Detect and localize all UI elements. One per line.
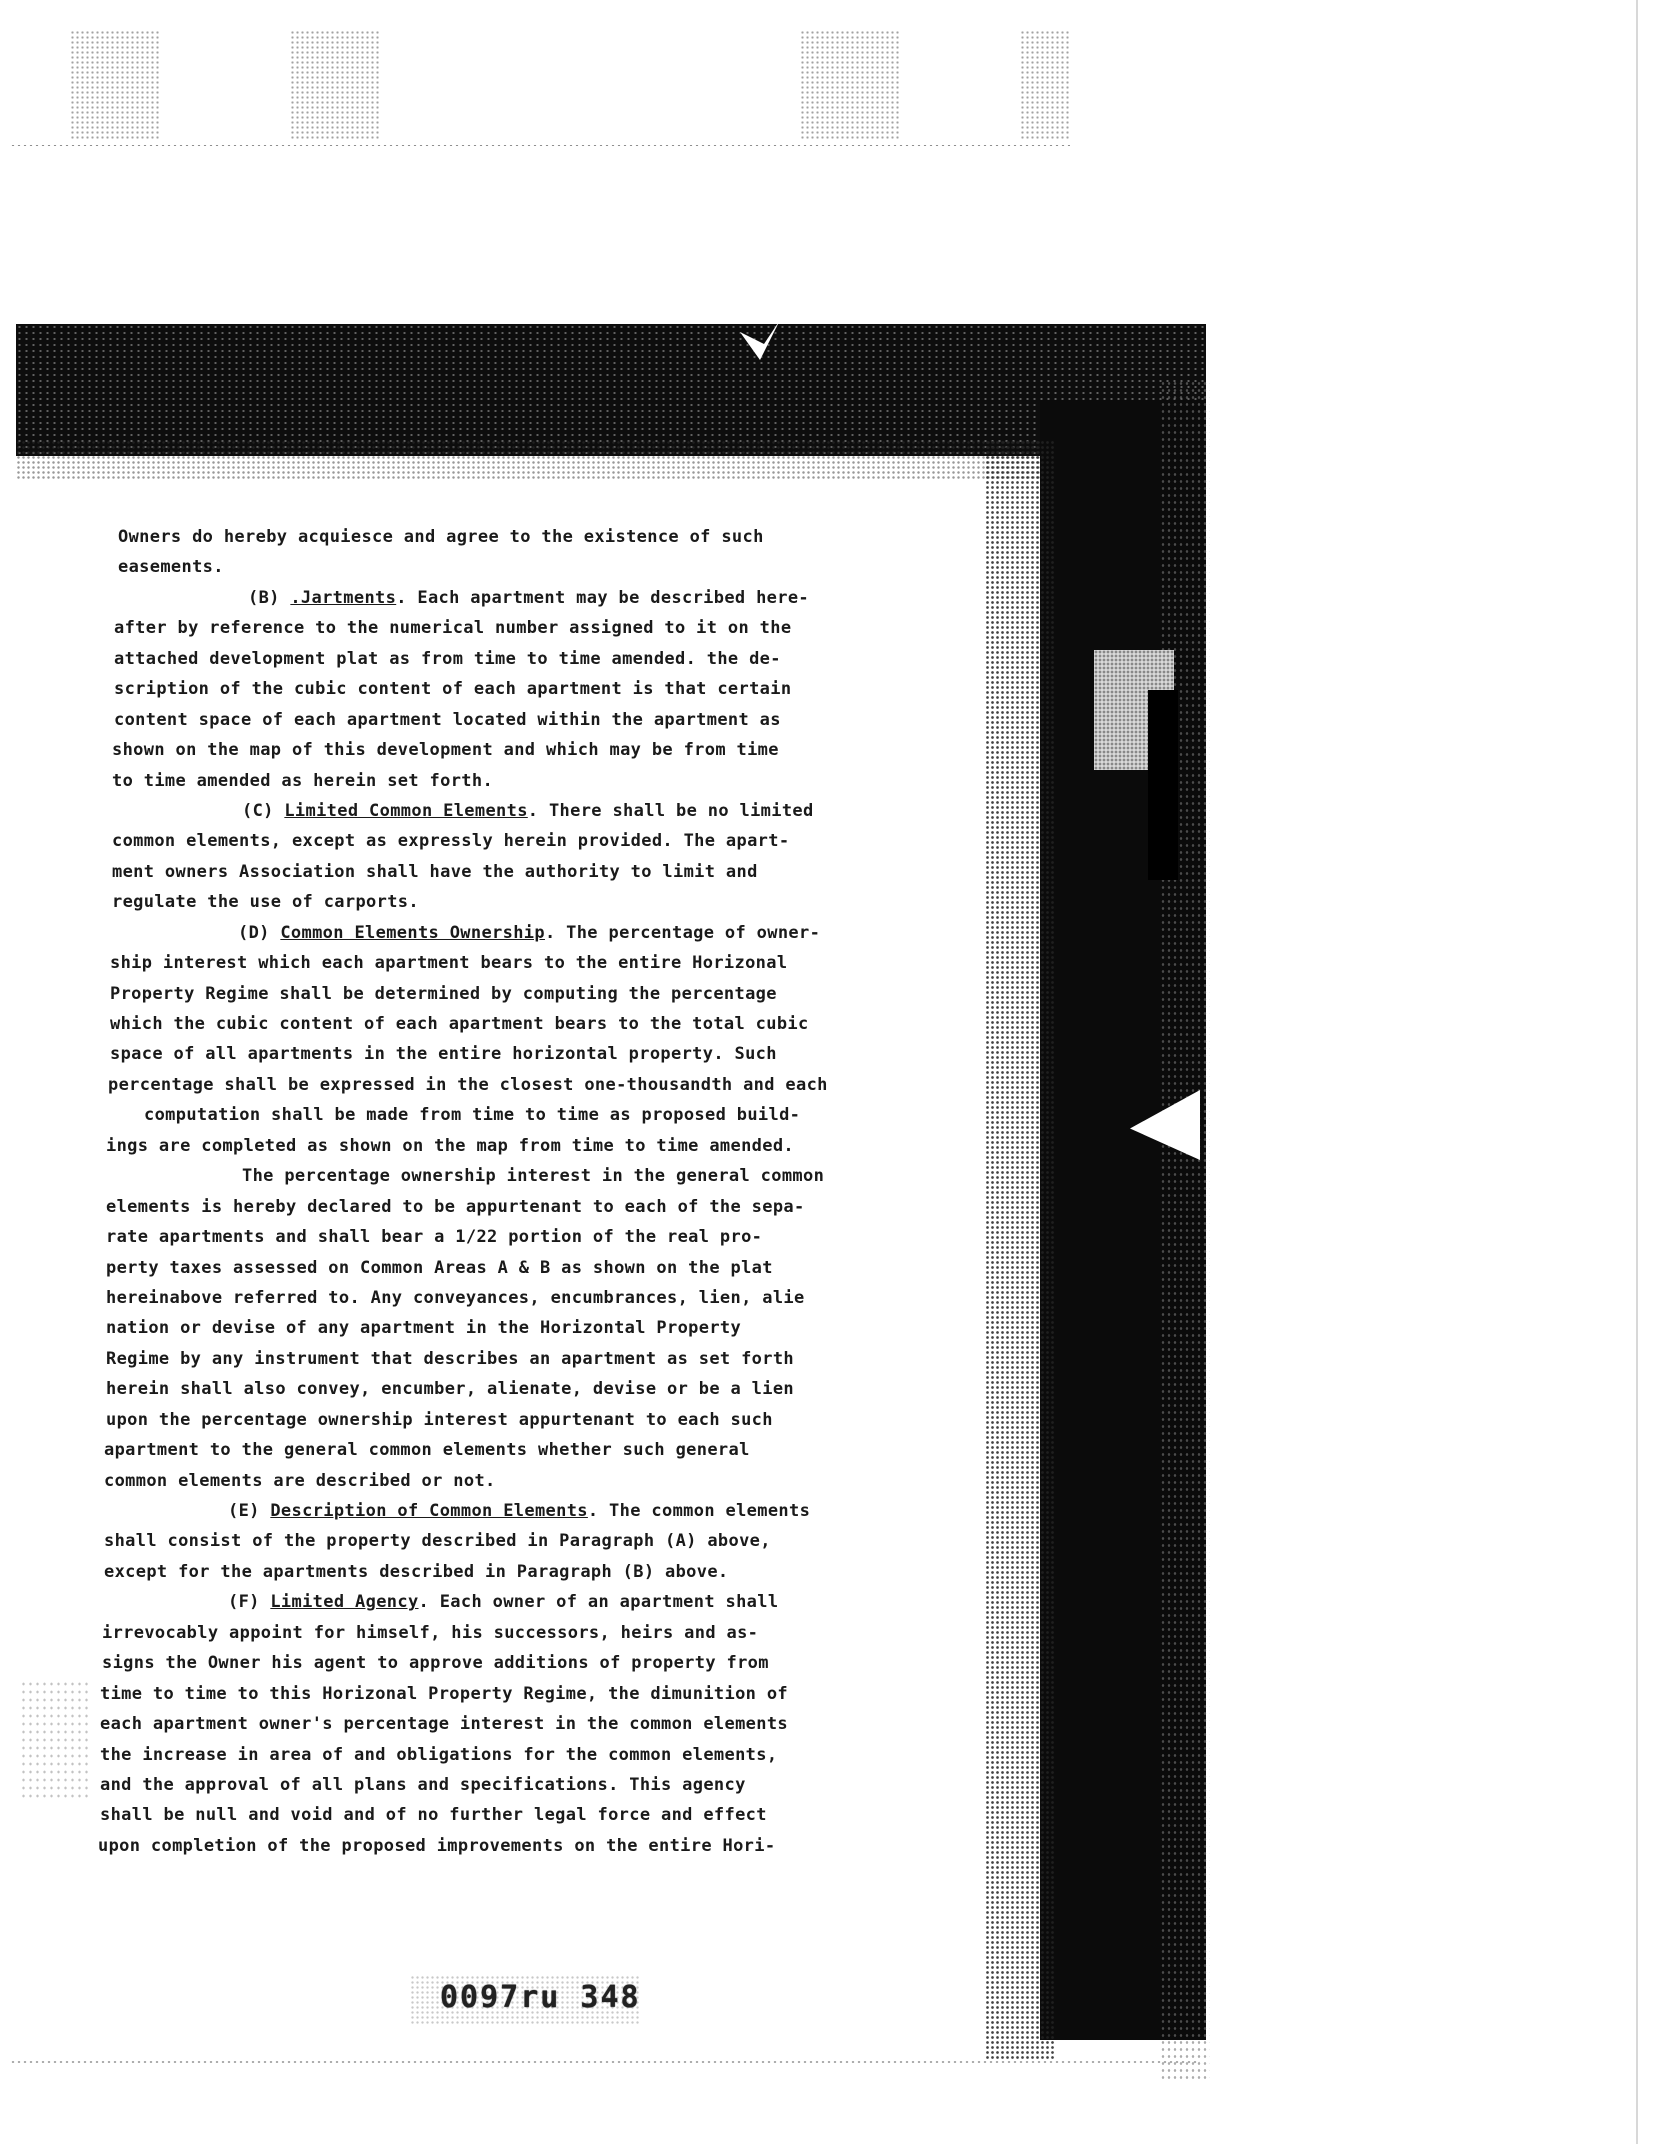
text-segment: which the cubic content of each apartment bears to the total cubic xyxy=(110,1014,809,1034)
text-segment: shown on the map of this development and which may be from time xyxy=(112,740,779,761)
text-segment: Owners do hereby acquiesce and agree to the existence of such xyxy=(118,527,764,547)
noise-block xyxy=(70,30,160,140)
text-line xyxy=(96,1100,996,1130)
text-line xyxy=(96,1039,996,1069)
text-line xyxy=(96,1709,996,1739)
text-segment: percentage shall be expressed in the closest one-thousandth and each xyxy=(108,1074,828,1095)
text-segment: nation or devise of any apartment in the Horizontal Property xyxy=(106,1318,742,1339)
text-segment: Property Regime shall be determined by computing the percentage xyxy=(110,983,777,1004)
text-segment: (F) xyxy=(228,1592,271,1613)
text-line xyxy=(96,979,996,1009)
text-line xyxy=(96,826,996,856)
text-segment: regulate the use of carports. xyxy=(112,892,419,913)
text-segment: apartment to the general common elements whether such general xyxy=(104,1440,750,1461)
text-segment: rate apartments and shall bear a 1/22 portion of the real pro- xyxy=(106,1227,763,1248)
text-line xyxy=(96,1800,996,1830)
text-line xyxy=(96,613,996,643)
text-line xyxy=(96,1435,996,1465)
text-line xyxy=(96,1831,996,1861)
text-line xyxy=(96,1618,996,1648)
text-line xyxy=(96,1648,996,1678)
section-heading: .Jartments xyxy=(290,587,397,608)
document-body xyxy=(96,522,996,1861)
text-line xyxy=(96,1313,996,1343)
text-segment: (C) xyxy=(242,800,285,821)
text-line xyxy=(96,1253,996,1283)
text-segment: shall be null and void and of no further legal force and effect xyxy=(100,1805,767,1826)
text-segment: easements. xyxy=(118,557,224,578)
text-line xyxy=(96,1526,996,1556)
dark-border-top xyxy=(16,324,1206,456)
text-segment: . There shall be no limited xyxy=(527,800,814,821)
text-line xyxy=(96,1405,996,1435)
bottom-rule xyxy=(10,2060,1200,2064)
text-line xyxy=(96,1192,996,1222)
text-segment: after by reference to the numerical number assigned to it on the xyxy=(114,618,792,639)
text-line xyxy=(96,583,996,613)
text-line xyxy=(96,766,996,796)
text-segment: perty taxes assessed on Common Areas A & B as shown on the plat xyxy=(106,1257,773,1278)
text-line xyxy=(96,1161,996,1191)
text-segment: (D) xyxy=(238,922,281,943)
text-line xyxy=(96,1009,996,1039)
noise-block xyxy=(800,30,900,140)
text-line xyxy=(96,705,996,735)
text-segment: Regime by any instrument that describes an apartment as set forth xyxy=(106,1348,795,1369)
text-line xyxy=(96,1374,996,1404)
text-segment: and the approval of all plans and specifications. This agency xyxy=(100,1774,746,1795)
page-edge-rule xyxy=(1636,0,1638,2144)
text-segment: ment owners Association shall have the authority to limit and xyxy=(112,861,758,882)
text-segment: . The percentage of owner- xyxy=(544,922,821,943)
text-line xyxy=(96,1740,996,1770)
text-segment: the increase in area of and obligations for the common elements, xyxy=(100,1744,778,1765)
text-line xyxy=(96,1679,996,1709)
text-segment: (E) xyxy=(228,1501,271,1521)
text-line xyxy=(96,1070,996,1100)
right-speckle xyxy=(1160,380,1210,2080)
text-segment: time to time to this Horizonal Property Regime, the dimunition of xyxy=(100,1683,789,1704)
text-line xyxy=(96,887,996,917)
text-segment: elements is hereby declared to be appurtenant to each of the sepa- xyxy=(106,1196,805,1217)
text-segment: upon completion of the proposed improvements on the entire Hori- xyxy=(98,1835,776,1856)
text-segment: . Each apartment may be described here- xyxy=(396,587,810,608)
text-segment: computation shall be made from time to time as proposed build- xyxy=(144,1105,801,1126)
border-top-fade xyxy=(16,440,1056,480)
section-heading: Common Elements Ownership xyxy=(280,922,545,943)
text-segment: The percentage ownership interest in the general common xyxy=(242,1166,825,1187)
text-line xyxy=(96,552,996,582)
text-line xyxy=(96,1131,996,1161)
text-segment: content space of each apartment located within the apartment as xyxy=(114,709,781,730)
text-line xyxy=(96,1496,996,1526)
text-line xyxy=(96,1587,996,1617)
section-heading: Description of Common Elements xyxy=(270,1501,588,1521)
text-segment: except for the apartments described in Paragraph (B) above. xyxy=(104,1561,729,1582)
noise-block xyxy=(290,30,380,140)
text-segment: . The common elements xyxy=(587,1501,811,1521)
left-speckle xyxy=(20,1680,90,1800)
page-number: 0097ru 348 xyxy=(440,1980,641,2015)
text-segment: herein shall also convey, encumber, alienate, devise or be a lien xyxy=(106,1379,795,1400)
text-segment: signs the Owner his agent to approve additions of property from xyxy=(102,1653,769,1674)
text-line xyxy=(96,1557,996,1587)
text-line xyxy=(96,918,996,948)
text-segment: to time amended as herein set forth. xyxy=(112,770,494,791)
text-segment: scription of the cubic content of each apartment is that certain xyxy=(114,679,792,700)
text-line xyxy=(96,857,996,887)
text-segment: hereinabove referred to. Any conveyances, encumbrances, lien, alie xyxy=(106,1287,805,1308)
noise-rule xyxy=(10,144,1070,147)
text-segment: shall consist of the property described in Paragraph (A) above, xyxy=(104,1531,771,1552)
text-segment: ship interest which each apartment bears to the entire Horizonal xyxy=(110,953,788,974)
text-line xyxy=(96,796,996,826)
text-line xyxy=(96,1222,996,1252)
text-segment: ings are completed as shown on the map from time to time amended. xyxy=(106,1135,795,1156)
text-line xyxy=(96,644,996,674)
text-segment: attached development plat as from time to time amended. the de- xyxy=(114,648,781,669)
text-segment: . Each owner of an apartment shall xyxy=(418,1592,779,1613)
text-line xyxy=(96,674,996,704)
noise-block xyxy=(1020,30,1070,140)
text-line xyxy=(96,1770,996,1800)
text-segment: irrevocably appoint for himself, his successors, heirs and as- xyxy=(102,1622,759,1643)
text-segment: (B) xyxy=(248,587,291,608)
text-segment: common elements are described or not. xyxy=(104,1470,496,1491)
margin-notch-inner xyxy=(1148,690,1178,880)
section-heading: Limited Agency xyxy=(270,1592,419,1613)
text-line xyxy=(96,735,996,765)
text-line xyxy=(96,1466,996,1496)
text-segment: common elements, except as expressly herein provided. The apart- xyxy=(112,831,790,852)
text-segment: each apartment owner's percentage interest in the common elements xyxy=(100,1714,789,1735)
text-segment: space of all apartments in the entire horizontal property. Such xyxy=(110,1044,777,1065)
text-line xyxy=(96,522,996,552)
text-line xyxy=(96,948,996,978)
section-heading: Limited Common Elements xyxy=(284,800,528,821)
text-line xyxy=(96,1283,996,1313)
text-line xyxy=(96,1344,996,1374)
top-fax-noise xyxy=(0,20,1150,150)
text-segment: upon the percentage ownership interest appurtenant to each such xyxy=(106,1409,773,1430)
